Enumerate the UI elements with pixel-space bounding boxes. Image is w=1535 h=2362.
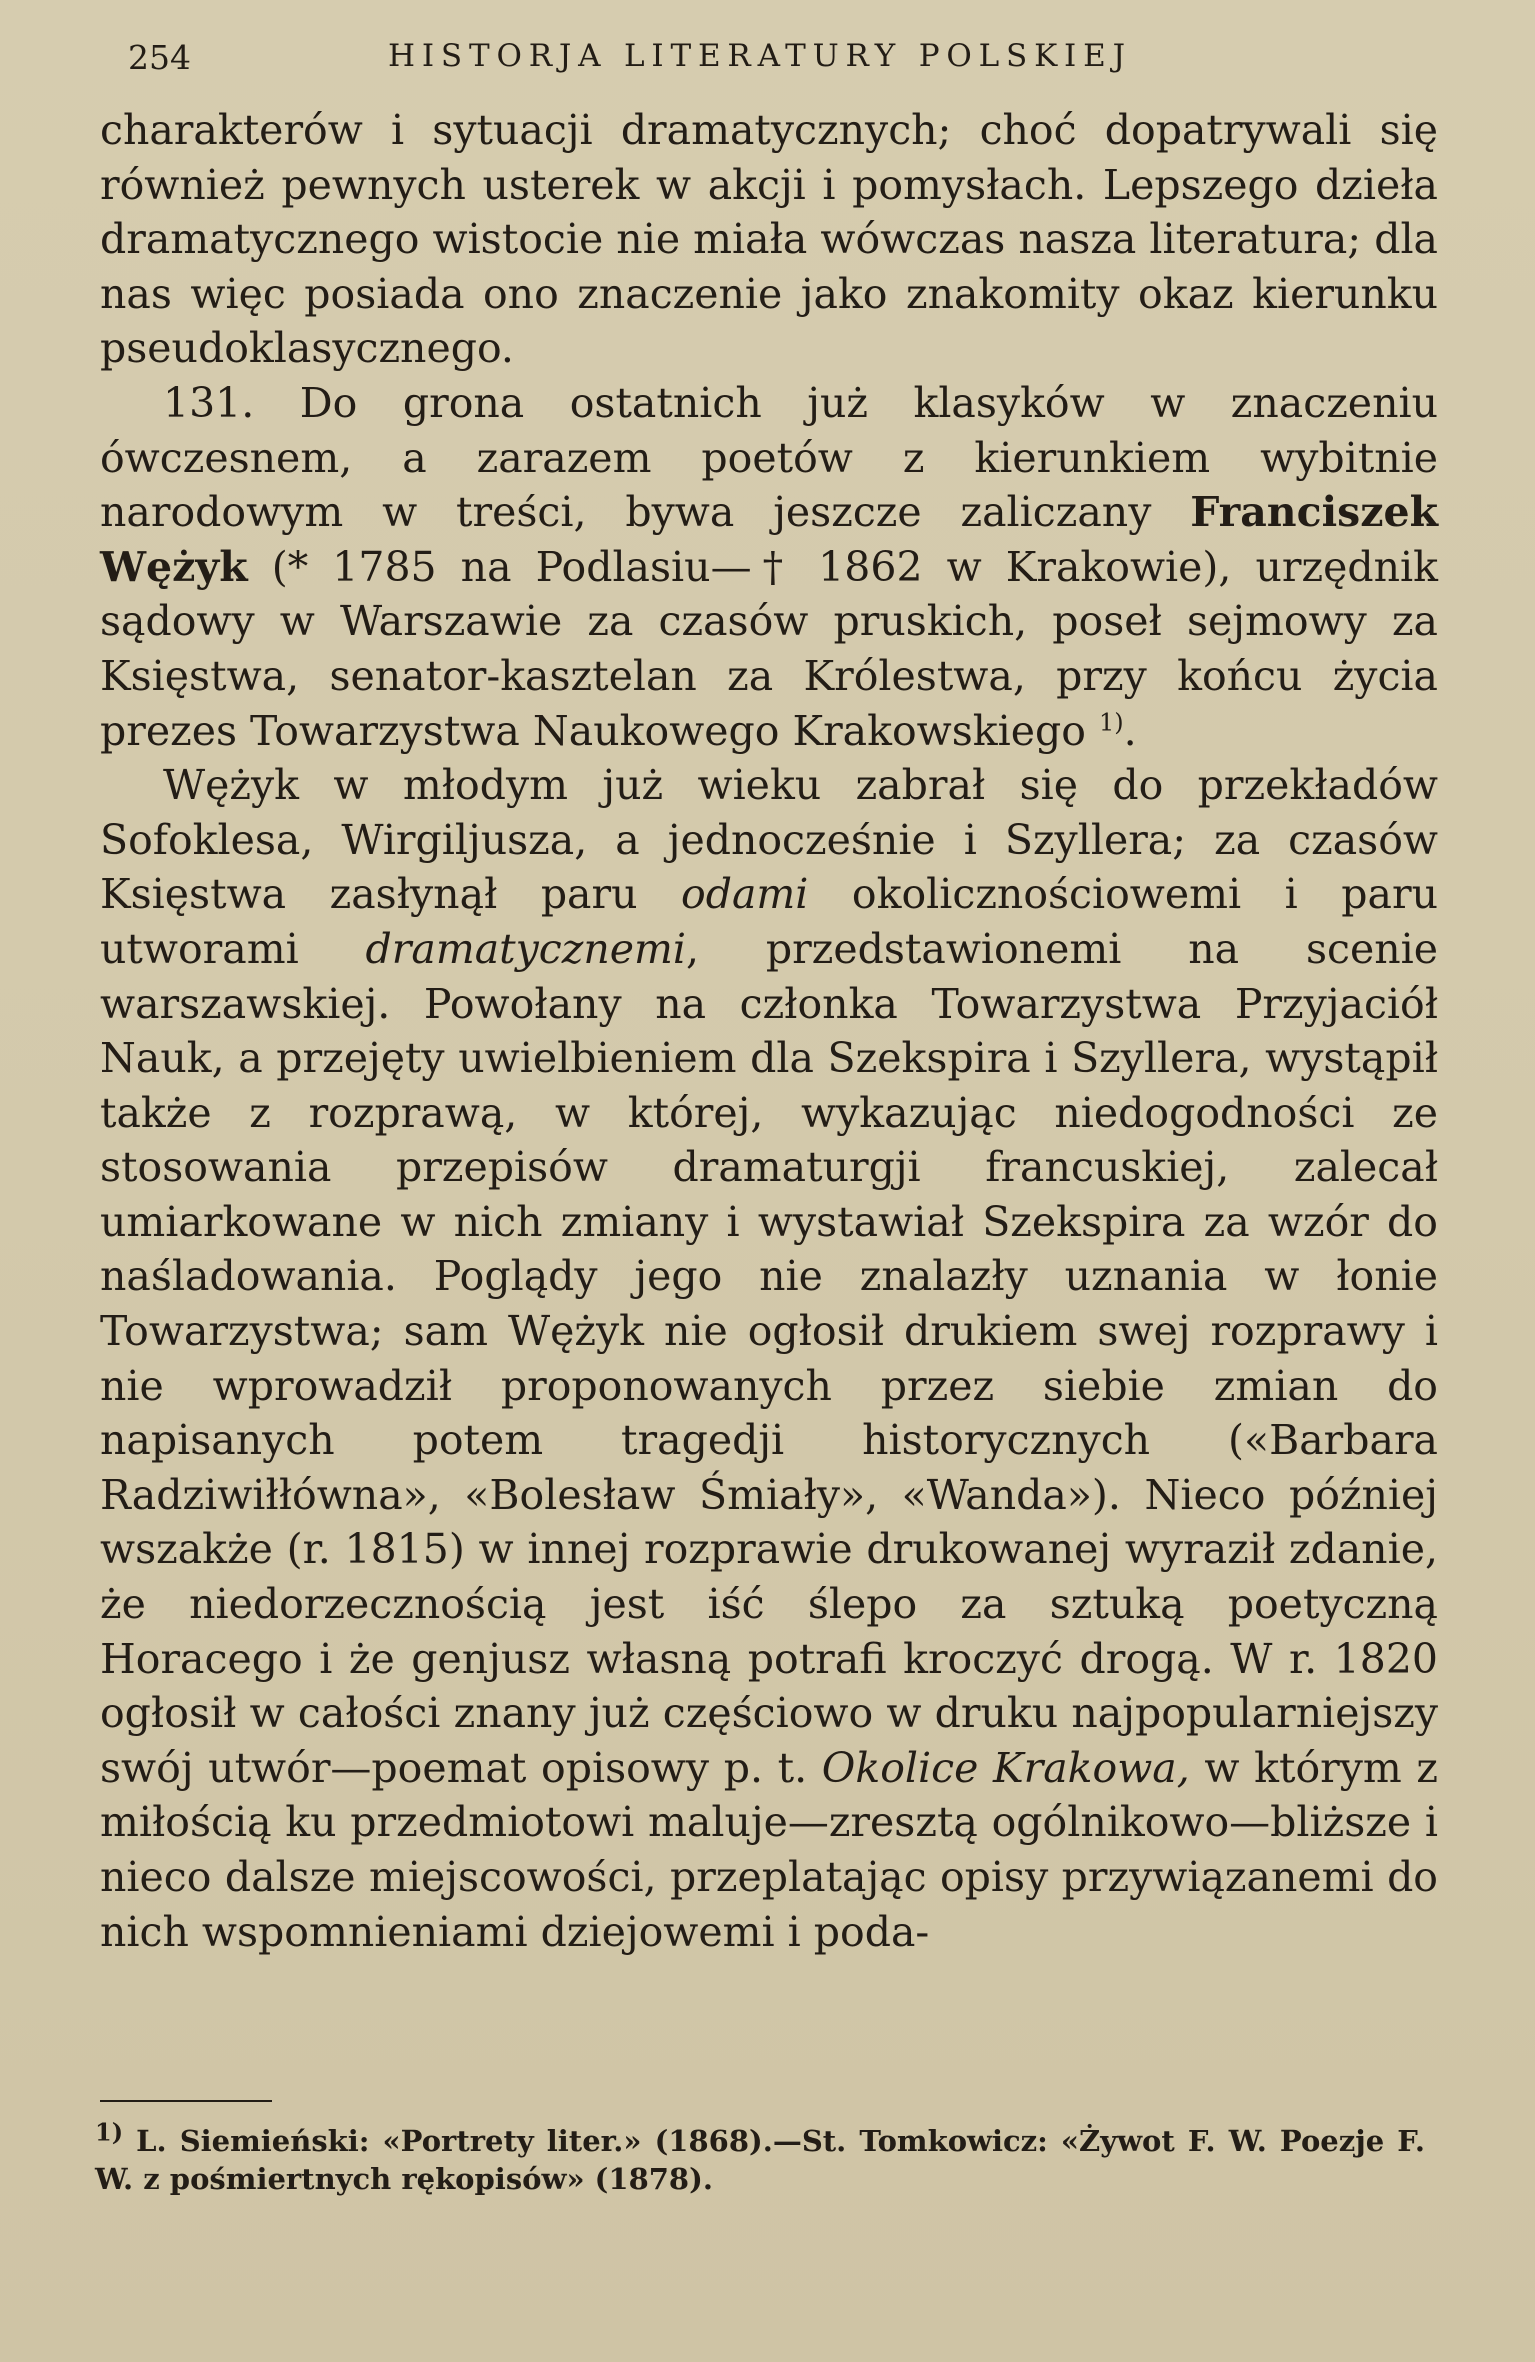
paragraph-3-text-c: , przedstawionemi na scenie warszawskiej. Powołany na członka Towarzystwa Przyjaciół Nauk, a przejęty uwielbieniem dla Szekspira i Szyllera, wystąpił także z rozprawą, w której, wykazując niedogodności ze stosowania przepisów dramaturgji francuskiej, zalecał umiarkowane w nich zmiany i wystawiał Szekspira za wzór do naśladowania. Poglądy jego nie znalazły uznania w łonie Towarzystwa; sam Wężyk nie ogłosił drukiem swej rozprawy i nie wprowadził proponowanych przez siebie zmian do napisanych potem tragedji historycznych («Barbara Radziwiłłówna», «Bolesław Śmiały», «Wanda»). Nieco później wszakże (r. 1815) w innej rozprawie drukowanej wyraził zdanie, że niedorzecznością jest iść ślepo za sztuką poetyczną Horacego i że genjusz własną potrafi kroczyć drogą. W r. 1820 ogłosił w całości znany już częściowo w druku najpopularniejszy swój utwór—poemat opisowy p. t.: [100, 924, 1438, 1792]
footnote-mark: 1): [95, 2117, 124, 2147]
paragraph-3-text-a: Wężyk w młodym już wieku zabrał się do przekładów Sofoklesa, Wirgiljusza, a jednocześnie i Szyllera; za czasów Księstwa zasłynął paru: [100, 761, 1438, 919]
paragraph-3-text-d: w którym z miłością ku przedmiotowi maluje—zresztą ogólnikowo—bliższe i nieco dalsze miejscowości, przeplatając opisy przywiązanemi do nich wspomnieniami dziejowemi i poda-: [100, 1743, 1439, 1956]
body-text: [100, 103, 1438, 1959]
footnote: [95, 2117, 1425, 2198]
running-title: HISTORJA LITERATURY POLSKIEJ: [388, 38, 1132, 74]
paragraph-3: [100, 758, 1438, 1959]
footnote-text: L. Siemieński: «Portrety liter.» (1868).—St. Tomkowicz: «Żywot F. W. Poezje F. W. z pośmiertnych rękopisów» (1878).: [95, 2124, 1425, 2196]
running-header: [128, 30, 1398, 90]
author-name: Franciszek Wężyk: [100, 488, 1438, 591]
paragraph-131-end: .: [1123, 706, 1137, 755]
paragraph-131-rest: (* 1785 na Podlasiu—† 1862 w Krakowie), urzędnik sądowy w Warszawie za czasów pruskich, poseł sejmowy za Księstwa, senator-kasztelan za Królestwa, przy końcu życia prezes Towarzystwa Naukowego Krakowskiego: [100, 542, 1438, 755]
footnote-rule: [100, 2100, 272, 2102]
paragraph-1-text: charakterów i sytuacji dramatycznych; choć dopatrywali się również pewnych usterek w akcji i pomysłach. Lepszego dzieła dramatycznego wistocie nie miała wówczas nasza literatura; dla nas więc posiada ono znaczenie jako znakomity okaz kierunku pseudoklasycznego.: [100, 106, 1438, 373]
paragraph-131: [100, 376, 1438, 758]
paragraph-3-text-b: okolicznościowemi i paru utworami: [100, 870, 1438, 973]
italic-odami: odami: [681, 870, 809, 919]
footnote-reference: 1): [1098, 707, 1124, 736]
paragraph-1: [100, 103, 1438, 376]
italic-work-title: Okolice Krakowa,: [821, 1743, 1190, 1792]
page-number: 254: [128, 38, 191, 77]
italic-dramatycznemi: dramatycznemi: [365, 924, 687, 973]
paragraph-131-lead: 131. Do grona ostatnich już klasyków w znaczeniu ówczesnem, a zarazem poetów z kierunkiem wybitnie narodowym w treści, bywa jeszcze zaliczany: [100, 378, 1438, 537]
